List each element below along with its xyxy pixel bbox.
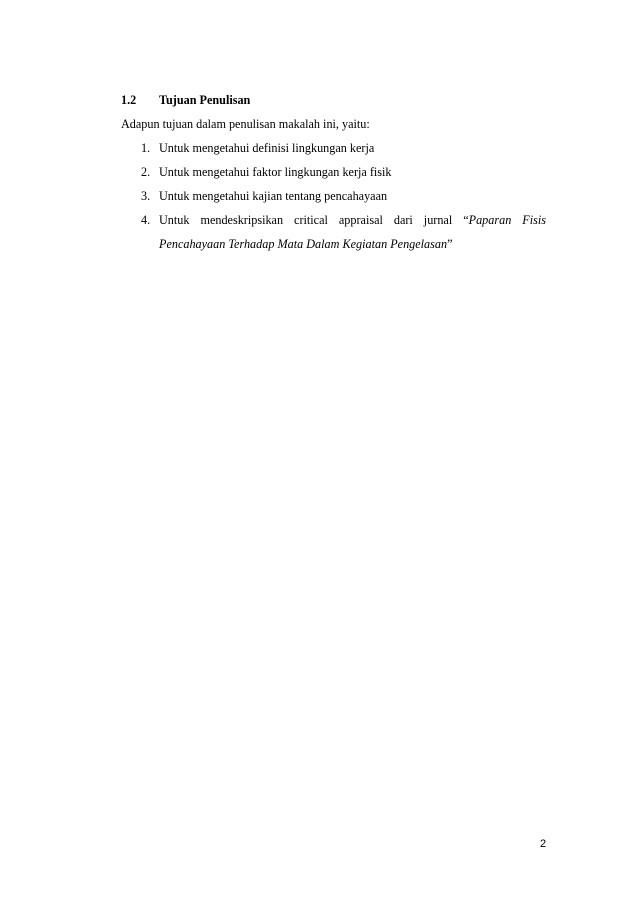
journal-title-part2: Pencahayaan Terhadap Mata Dalam Kegiatan Pengelasan [159, 237, 448, 251]
section-number: 1.2 [121, 93, 137, 107]
list-item-number: 4. [141, 213, 151, 227]
list-item-number: 3. [141, 189, 151, 203]
list-item-text-line1 [159, 208, 546, 232]
list-item-text: Untuk mendeskripsikan critical appraisal dari jurnal “ [159, 213, 469, 227]
list-item-number: 1. [141, 141, 151, 155]
closing-quote: ” [447, 237, 453, 251]
intro-paragraph: Adapun tujuan dalam penulisan makalah ini, yaitu: [121, 117, 370, 131]
list-item-text: Untuk mengetahui faktor lingkungan kerja fisik [159, 165, 392, 179]
list-item [141, 208, 546, 256]
list-item-number: 2. [141, 165, 151, 179]
list-item-text: Untuk mengetahui kajian tentang pencahayaan [159, 189, 388, 203]
journal-title-part1: Paparan Fisis [468, 213, 546, 227]
list-item [141, 160, 546, 184]
list-item-text: Untuk mengetahui definisi lingkungan kerja [159, 141, 375, 155]
list-item [141, 136, 546, 160]
section-heading [121, 92, 250, 108]
section-title: Tujuan Penulisan [159, 93, 251, 107]
list-item [141, 184, 546, 208]
objectives-list [141, 136, 546, 256]
list-item-text-line2 [159, 232, 546, 256]
page-number: 2 [540, 838, 547, 850]
